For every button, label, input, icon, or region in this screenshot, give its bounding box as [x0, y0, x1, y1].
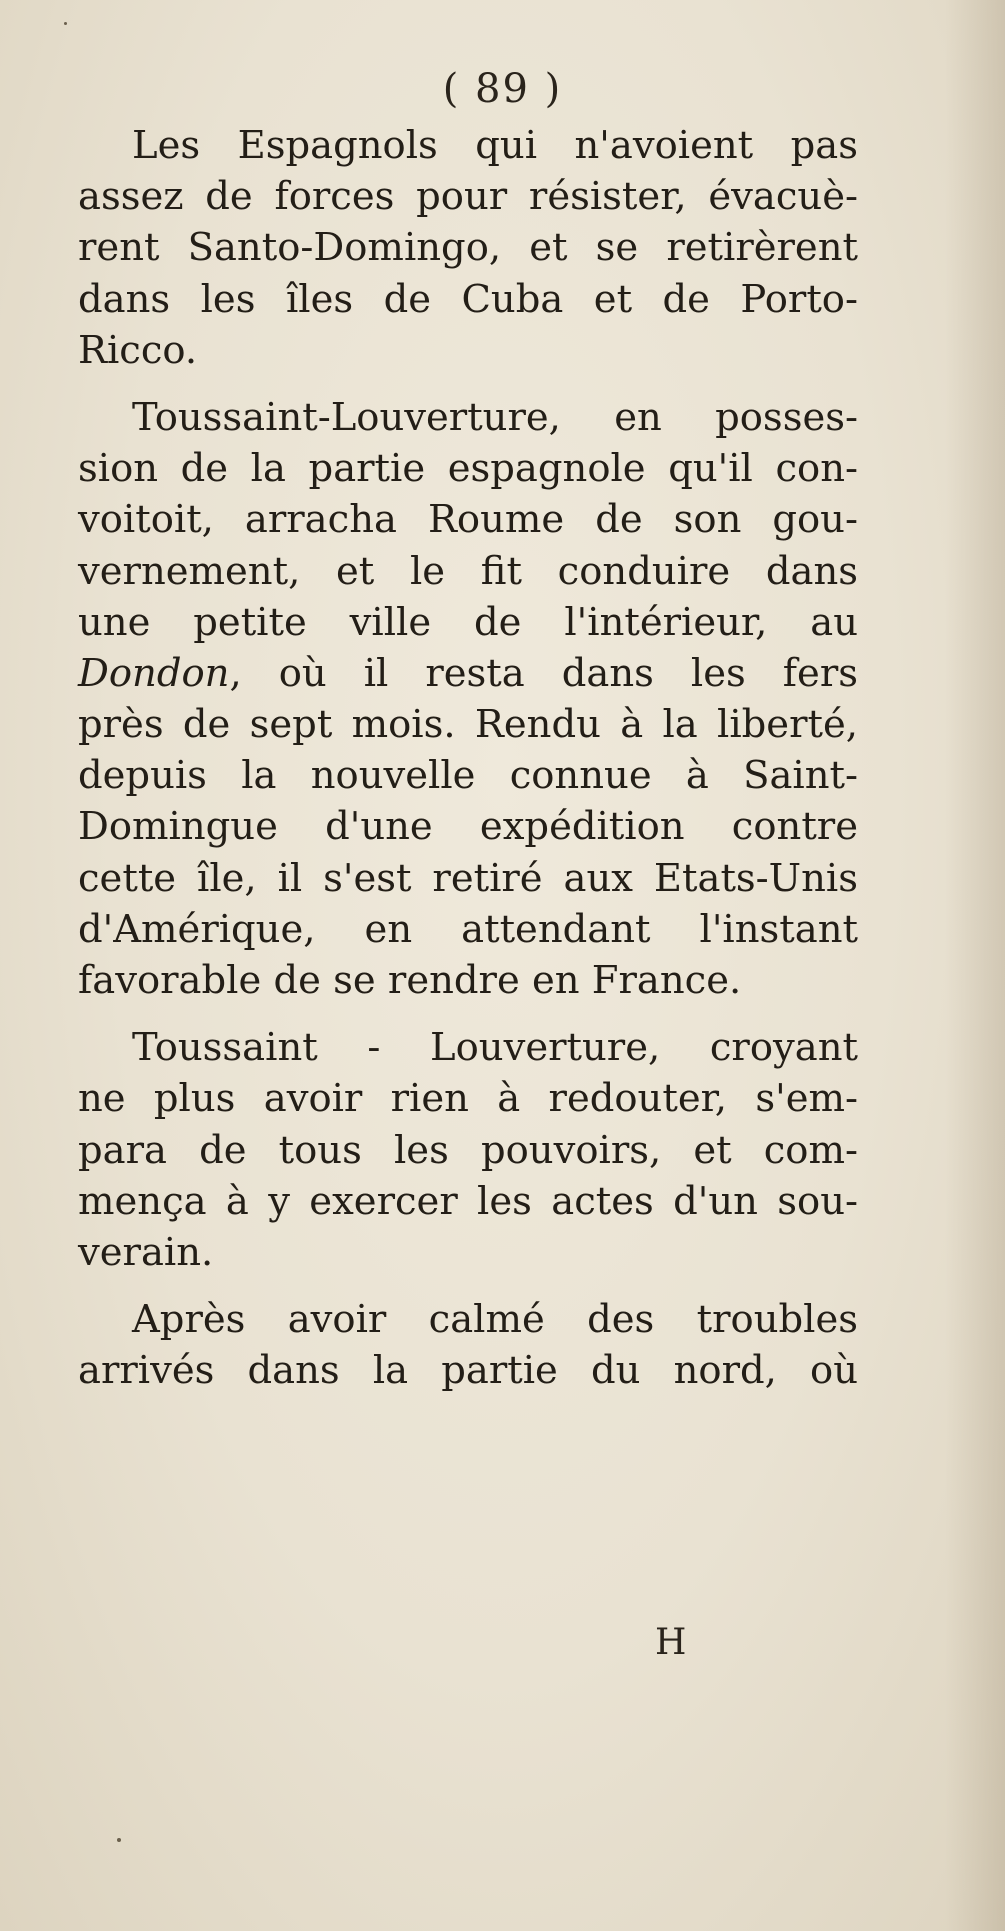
text-line: Après avoir calmé des troubles	[132, 1297, 858, 1343]
text-line: assez de forces pour résister, évacuè-	[78, 174, 858, 220]
text-line: favorable de se rendre en France.	[78, 958, 742, 1003]
text-line: sion de la partie espagnole qu'il con-	[78, 446, 858, 492]
paragraph-3	[78, 1022, 858, 1278]
page-edge-shadow	[945, 0, 1005, 1931]
text-line: rent Santo-Domingo, et se retirèrent	[78, 225, 858, 271]
text-line-rest: , où il resta dans les fers	[229, 650, 858, 696]
text-line: Toussaint-Louverture, en posses-	[132, 394, 858, 440]
text-line: voitoit, arracha Roume de son gou-	[78, 497, 858, 543]
text-line: vernement, et le fit conduire dans	[78, 548, 858, 594]
text-line: mença à y exercer les actes d'un sou-	[78, 1178, 858, 1224]
text-line: Les Espagnols qui n'avoient pas	[132, 123, 858, 168]
text-line: para de tous les pouvoirs, et com-	[78, 1127, 858, 1173]
text-line: dans les îles de Cuba et de Porto-	[78, 276, 858, 322]
paper-speck	[117, 1838, 121, 1842]
text-line: verain.	[78, 1229, 214, 1275]
paragraph-2	[78, 392, 858, 1006]
text-line: depuis la nouvelle connue à Saint-	[78, 753, 858, 799]
text-line: cette île, il s'est retiré aux Etats-Unis	[78, 855, 858, 901]
paragraph-4	[78, 1294, 858, 1396]
page-text	[78, 120, 858, 1413]
text-line: Domingue d'une expédition contre	[78, 804, 858, 850]
paper-speck	[64, 22, 67, 25]
signature-mark: H	[655, 1622, 687, 1663]
text-line: ne plus avoir rien à redouter, s'em-	[78, 1076, 858, 1122]
paragraph-1	[78, 120, 858, 376]
text-line: arrivés dans la partie du nord, où	[78, 1348, 858, 1394]
text-line: Toussaint - Louverture, croyant	[132, 1025, 858, 1071]
text-line: Ricco.	[78, 327, 198, 373]
text-line: d'Amérique, en attendant l'instant	[78, 906, 858, 952]
page-number: ( 89 )	[442, 66, 563, 112]
text-line: près de sept mois. Rendu à la liberté,	[78, 702, 858, 748]
text-line-dondon	[78, 648, 858, 699]
text-line: une petite ville de l'intérieur, au	[78, 599, 858, 645]
place-name-dondon: Dondon	[78, 650, 230, 696]
